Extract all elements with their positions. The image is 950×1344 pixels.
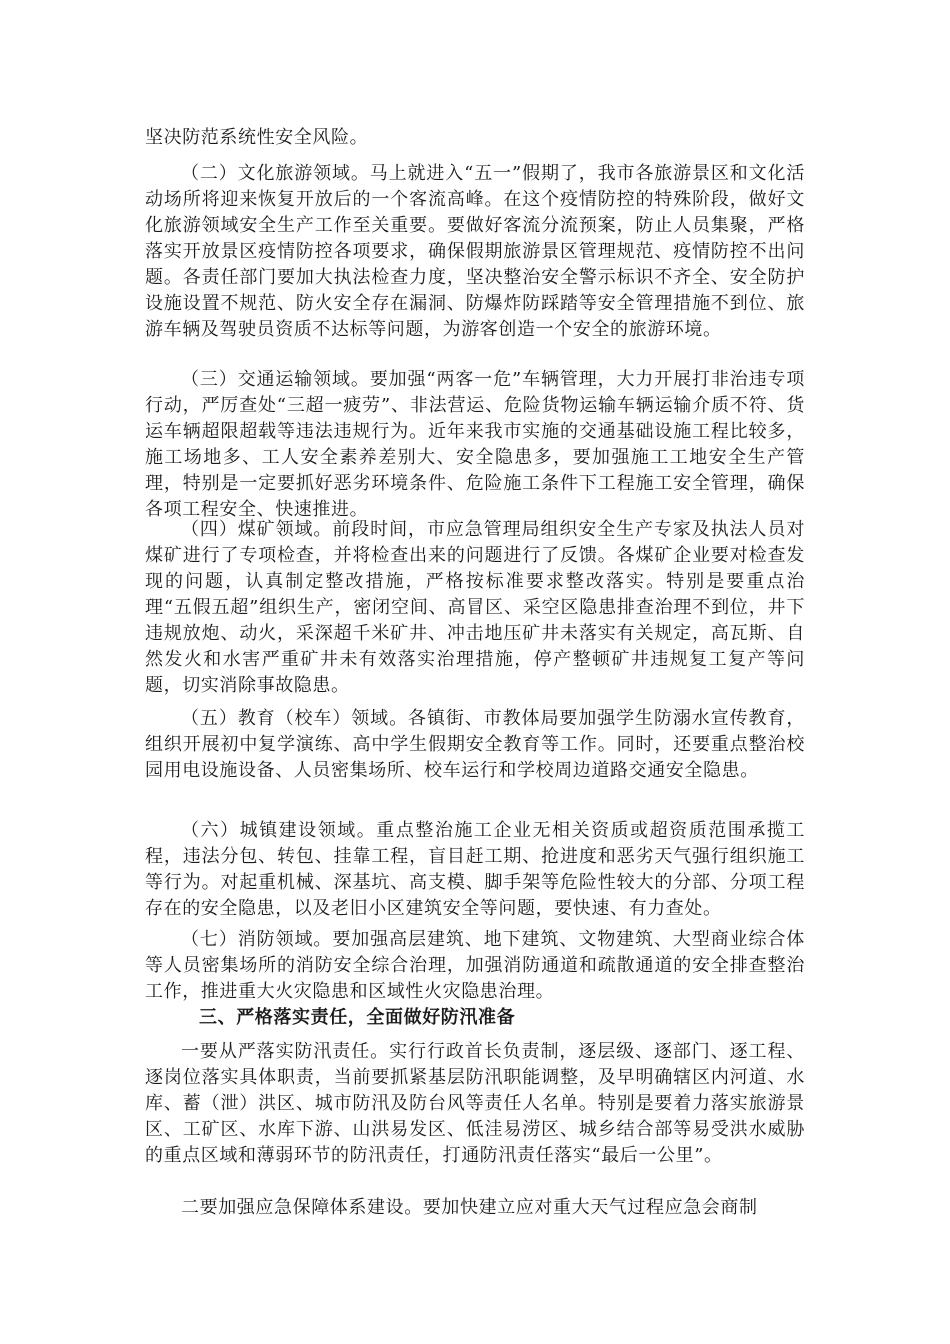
paragraph-continuation: 坚决防范系统性安全风险。 — [145, 127, 369, 148]
paragraph-urban-construction: （六）城镇建设领域。重点整治施工企业无相关资质或超资质范围承揽工程，违法分包、转包、挂靠工程，盲目赶工期、抢进度和恶劣天气强行组织施工等行为。对起重机械、深基坑、高支模、脚手架等危险性较大的分部、分项工程存在的安全隐患，以及老旧小区建筑安全等问题，要快速、有力查处。 — [145, 820, 805, 919]
paragraph-flood-responsibility: 一要从严落实防汛责任。实行行政首长负责制，逐层级、逐部门、逐工程、逐岗位落实具体职责，当前要抓紧基层防汛职能调整，及早明确辖区内河道、水库、蓄（泄）洪区、城市防汛及防台风等责任人名单。特别是要着力落实旅游景区、工矿区、水库下游、山洪易发区、低洼易涝区、城乡结合部等易受洪水威胁的重点区域和薄弱环节的防汛责任，打通防汛责任落实“最后一公里”。 — [145, 1041, 805, 1166]
paragraph-transport: （三）交通运输领域。要加强“两客一危”车辆管理，大力开展打非治违专项行动，严厉查处“三超一疲劳”、非法营运、危险货物运输车辆运输介质不符、货运车辆超限超载等违法违规行为。近年来我市实施的交通基础设施工程比较多，施工场地多、工人安全素养差别大、安全隐患多，要加强施工工地安全生产管理，特别是一定要抓好恶劣环境条件、危险施工条件下工程施工安全管理，确保各项工程安全、快速推进。 — [145, 369, 805, 520]
paragraph-culture-tourism: （二）文化旅游领域。马上就进入“五一”假期了，我市各旅游景区和文化活动场所将迎来恢复开放后的一个客流高峰。在这个疫情防控的特殊阶段，做好文化旅游领域安全生产工作至关重要。要做好客流分流预案，防止人员集聚，严格落实开放景区疫情防控各项要求，确保假期旅游景区管理规范、疫情防控不出问题。各责任部门要加大执法检查力度，坚决整治安全警示标识不齐全、安全防护设施设置不规范、防火安全存在漏洞、防爆炸防踩踏等安全管理措施不到位、旅游车辆及驾驶员资质不达标等问题，为游客创造一个安全的旅游环境。 — [145, 163, 805, 340]
paragraph-fire-control: （七）消防领域。要加强高层建筑、地下建筑、文物建筑、大型商业综合体等人员密集场所的消防安全综合治理，加强消防通道和疏散通道的安全排查整治工作，推进重大火灾隐患和区域性火灾隐患治理。 — [145, 929, 805, 1002]
paragraph-coal-mine: （四）煤矿领域。前段时间，市应急管理局组织安全生产专家及执法人员对煤矿进行了专项检查，并将检查出来的问题进行了反馈。各煤矿企业要对检查发现的问题，认真制定整改措施，严格按标准要求整改落实。特别是要重点治理“五假五超”组织生产，密闭空间、高冒区、采空区隐患排查治理不到位，井下违规放炮、动火，采深超千米矿井、冲击地压矿井未落实有关规定，高瓦斯、自然发火和水害严重矿井未有效落实治理措施，停产整顿矿井违规复工复产等问题，切实消除事故隐患。 — [145, 519, 805, 696]
paragraph-emergency-system: 二要加强应急保障体系建设。要加快建立应对重大天气过程应急会商制 — [181, 1197, 758, 1218]
paragraph-education: （五）教育（校车）领域。各镇街、市教体局要加强学生防溺水宣传教育，组织开展初中复学演练、高中学生假期安全教育等工作。同时，还要重点整治校园用电设施设备、人员密集场所、校车运行和学校周边道路交通安全隐患。 — [145, 708, 805, 781]
section-heading: 三、严格落实责任，全面做好防汛准备 — [199, 1007, 516, 1028]
